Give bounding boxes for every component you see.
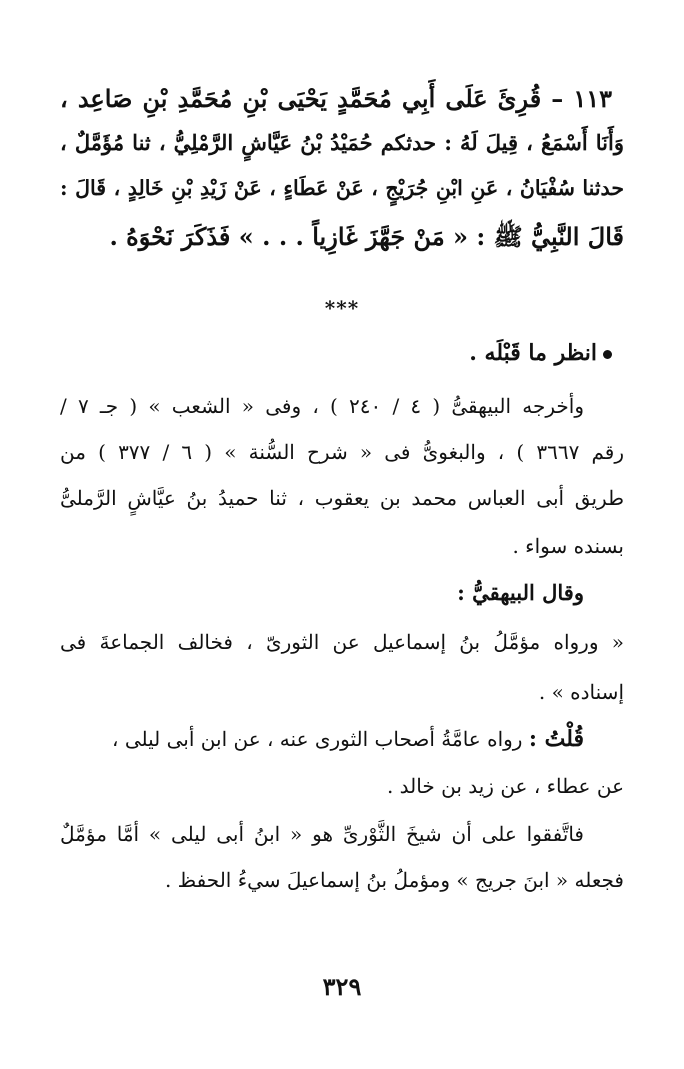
page-number: ٣٢٩	[322, 972, 362, 1001]
hadith-line-3: حدثنا سُفْيَانُ ، عَنِ ابْنِ جُرَيْجٍ ، عَنْ عَطَاءٍ ، عَنْ زَيْدِ بْنِ خَالِدٍ ، قَالَ :	[60, 176, 624, 200]
hadith-line-2: وَأَنَا أَسْمَعُ ، قِيلَ لَهُ : حدثكم حُمَيْدُ بْنُ عَيَّاشٍ الرَّمْلِيُّ ، ثنا مُؤَمَّلٌ ،	[60, 130, 624, 155]
note-p1-line-1: وأخرجه البيهقىُّ ( ٤ / ٢٤٠ ) ، وفى « الشعب » ( جـ ٧ /	[60, 394, 584, 418]
note-p3-text-1: رواه عامَّةُ أصحاب الثورى عنه ، عن ابن أبى ليلى ،	[112, 727, 523, 751]
note-p2-line-2: إسناده » .	[538, 680, 624, 704]
hadith-line-4: قَالَ النَّبِيُّ ﷺ : « مَنْ جَهَّزَ غَازِياً . . . » فَذَكَرَ نَحْوَهُ .	[109, 222, 624, 251]
section-separator: ***	[324, 296, 360, 320]
note-p1-line-3: طريق أبى العباس محمد بن يعقوب ، ثنا حميدُ بنُ عيَّاشٍ الرَّملىُّ	[60, 486, 624, 510]
note-p2-heading: وقال البيهقيُّ :	[457, 580, 584, 605]
note-p4-line-1: فاتَّفقوا على أن شيخَ الثَّوْرىِّ هو « ابنُ أبى ليلى » أمَّا مؤمَّلٌ	[60, 822, 584, 846]
note-p1-line-2: رقم ٣٦٦٧ ) ، والبغوىُّ فى « شرح السُّنة » ( ٦ / ٣٧٧ ) من	[60, 440, 624, 464]
note-p1-line-4: بسنده سواء .	[512, 534, 624, 558]
note-p3-line-2: عن عطاء ، عن زيد بن خالد .	[386, 774, 624, 798]
bullet-icon	[603, 350, 612, 359]
hadith-line-1: ١١٣ – قُرِئَ عَلَى أَبِي مُحَمَّدٍ يَحْيَى بْنِ مُحَمَّدِ بْنِ صَاعِد ،	[60, 84, 612, 113]
see-previous-text: انظر ما قَبْلَه .	[469, 340, 597, 366]
see-previous-note	[60, 340, 612, 366]
note-p4-line-2: فجعله « ابنَ جريج » ومؤملُ بنُ إسماعيلَ سيءُ الحفظ .	[164, 868, 624, 892]
note-p3-line-1	[60, 726, 584, 752]
note-p2-line-1: « ورواه مؤمَّلُ بنُ إسماعيل عن الثورىّ ، فخالف الجماعةَ فى	[60, 630, 624, 654]
qultu-label: قُلْتُ :	[528, 726, 584, 752]
